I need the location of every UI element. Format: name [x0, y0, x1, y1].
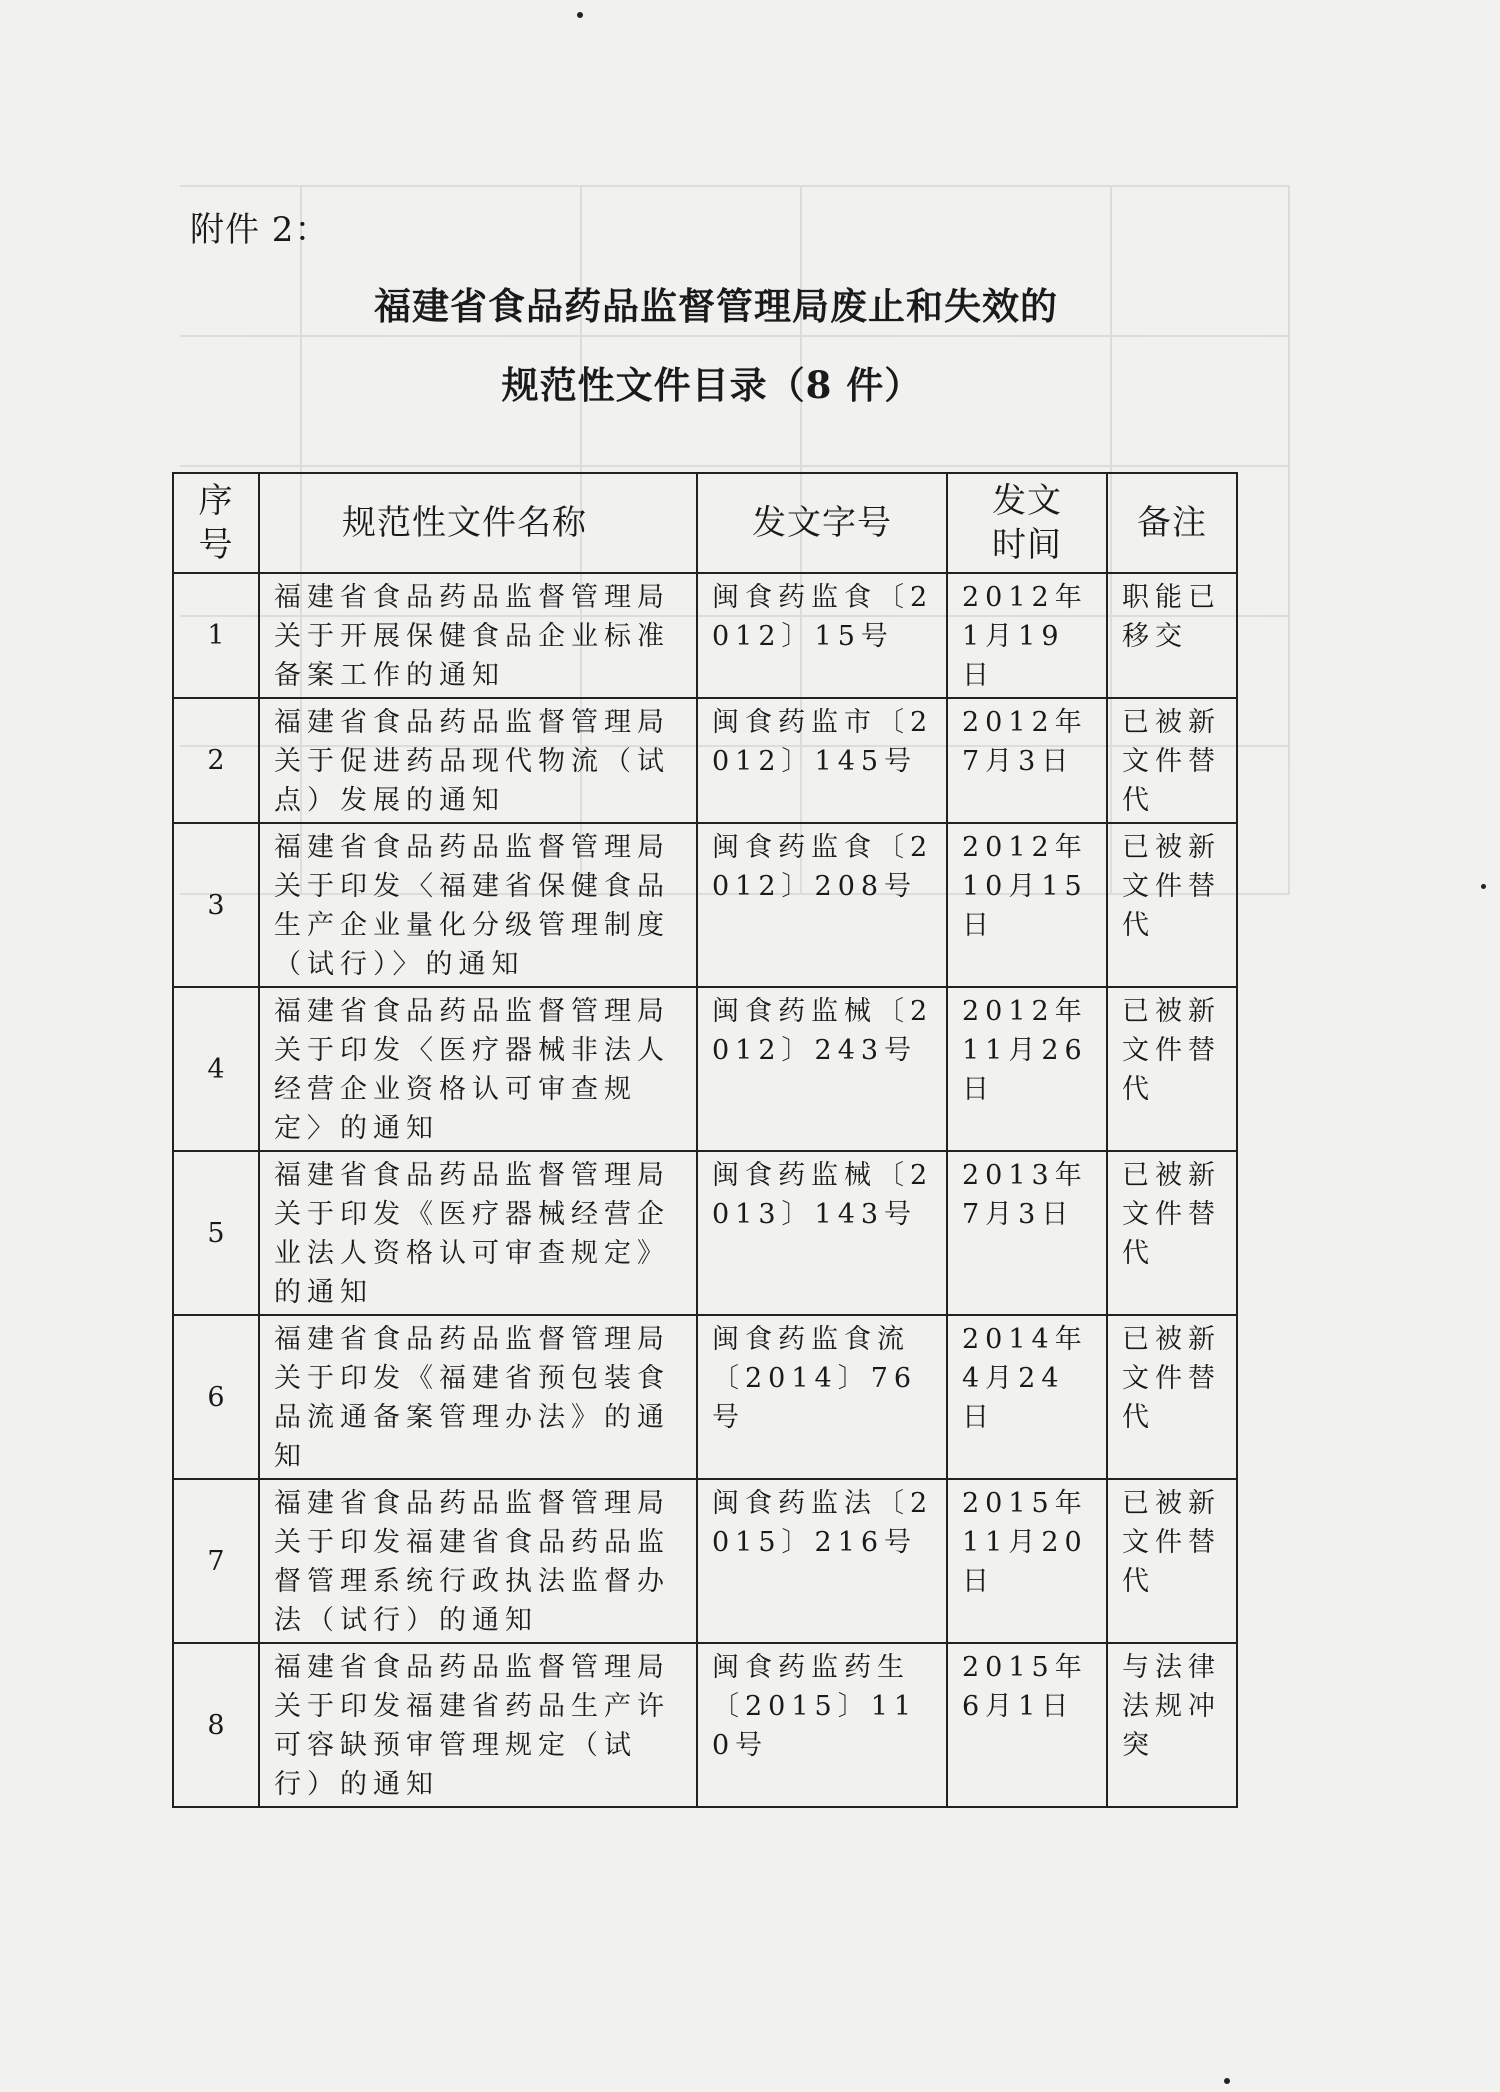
row-serial-no: 3 — [173, 823, 259, 987]
table-row — [173, 573, 1237, 698]
row-serial-no: 8 — [173, 1643, 259, 1807]
row-document-name: 福建省食品药品监督管理局关于印发〈福建省保健食品生产企业量化分级管理制度（试行）〉的通知 — [259, 823, 697, 987]
header-issue-date: 发文时间 — [947, 473, 1107, 573]
header-document-name: 规范性文件名称 — [259, 473, 697, 573]
table-row — [173, 1151, 1237, 1315]
row-serial-no: 2 — [173, 698, 259, 823]
row-issue-date: 2012年10月15日 — [947, 823, 1107, 987]
header-remark: 备注 — [1107, 473, 1237, 573]
scan-speck — [577, 12, 583, 18]
row-document-number: 闽食药监食〔2012〕15号 — [697, 573, 947, 698]
row-issue-date: 2015年11月20日 — [947, 1479, 1107, 1643]
table-row — [173, 823, 1237, 987]
header-serial-no: 序号 — [173, 473, 259, 573]
row-remark: 已被新文件替代 — [1107, 1315, 1237, 1479]
row-issue-date: 2012年7月3日 — [947, 698, 1107, 823]
table-row — [173, 1315, 1237, 1479]
row-document-name: 福建省食品药品监督管理局关于印发〈医疗器械非法人经营企业资格认可审查规定〉的通知 — [259, 987, 697, 1151]
row-remark: 已被新文件替代 — [1107, 1151, 1237, 1315]
row-document-name: 福建省食品药品监督管理局关于印发福建省药品生产许可容缺预审管理规定（试行）的通知 — [259, 1643, 697, 1807]
row-remark: 已被新文件替代 — [1107, 698, 1237, 823]
scan-speck — [1224, 2078, 1230, 2084]
row-document-number: 闽食药监械〔2012〕243号 — [697, 987, 947, 1151]
row-serial-no: 7 — [173, 1479, 259, 1643]
row-document-name: 福建省食品药品监督管理局关于开展保健食品企业标准备案工作的通知 — [259, 573, 697, 698]
row-issue-date: 2014年4月24日 — [947, 1315, 1107, 1479]
row-document-name: 福建省食品药品监督管理局关于印发福建省食品药品监督管理系统行政执法监督办法（试行）的通知 — [259, 1479, 697, 1643]
attachment-label: 附件 2： — [190, 210, 330, 250]
scan-speck — [1481, 884, 1486, 889]
row-document-number: 闽食药监食〔2012〕208号 — [697, 823, 947, 987]
row-serial-no: 5 — [173, 1151, 259, 1315]
table-row — [173, 698, 1237, 823]
table-row — [173, 1479, 1237, 1643]
header-document-number: 发文字号 — [697, 473, 947, 573]
row-issue-date: 2013年7月3日 — [947, 1151, 1107, 1315]
row-document-number: 闽食药监械〔2013〕143号 — [697, 1151, 947, 1315]
row-remark: 已被新文件替代 — [1107, 823, 1237, 987]
row-serial-no: 4 — [173, 987, 259, 1151]
row-issue-date: 2012年1月19日 — [947, 573, 1107, 698]
table-header-row — [173, 473, 1237, 573]
document-title-line-1: 福建省食品药品监督管理局废止和失效的 — [374, 284, 1058, 328]
row-document-number: 闽食药监法〔2015〕216号 — [697, 1479, 947, 1643]
row-document-number: 闽食药监市〔2012〕145号 — [697, 698, 947, 823]
row-serial-no: 1 — [173, 573, 259, 698]
row-document-name: 福建省食品药品监督管理局关于促进药品现代物流（试点）发展的通知 — [259, 698, 697, 823]
document-table — [172, 472, 1238, 1808]
row-serial-no: 6 — [173, 1315, 259, 1479]
table-row — [173, 1643, 1237, 1807]
row-remark: 已被新文件替代 — [1107, 1479, 1237, 1643]
row-remark: 职能已移交 — [1107, 573, 1237, 698]
row-document-name: 福建省食品药品监督管理局关于印发《福建省预包装食品流通备案管理办法》的通知 — [259, 1315, 697, 1479]
row-remark: 与法律法规冲突 — [1107, 1643, 1237, 1807]
row-issue-date: 2012年11月26日 — [947, 987, 1107, 1151]
row-document-name: 福建省食品药品监督管理局关于印发《医疗器械经营企业法人资格认可审查规定》的通知 — [259, 1151, 697, 1315]
table-row — [173, 987, 1237, 1151]
document-title-line-2: 规范性文件目录（8 件） — [501, 363, 923, 407]
row-document-number: 闽食药监食流〔2014〕76号 — [697, 1315, 947, 1479]
row-document-number: 闽食药监药生〔2015〕110号 — [697, 1643, 947, 1807]
row-issue-date: 2015年6月1日 — [947, 1643, 1107, 1807]
row-remark: 已被新文件替代 — [1107, 987, 1237, 1151]
